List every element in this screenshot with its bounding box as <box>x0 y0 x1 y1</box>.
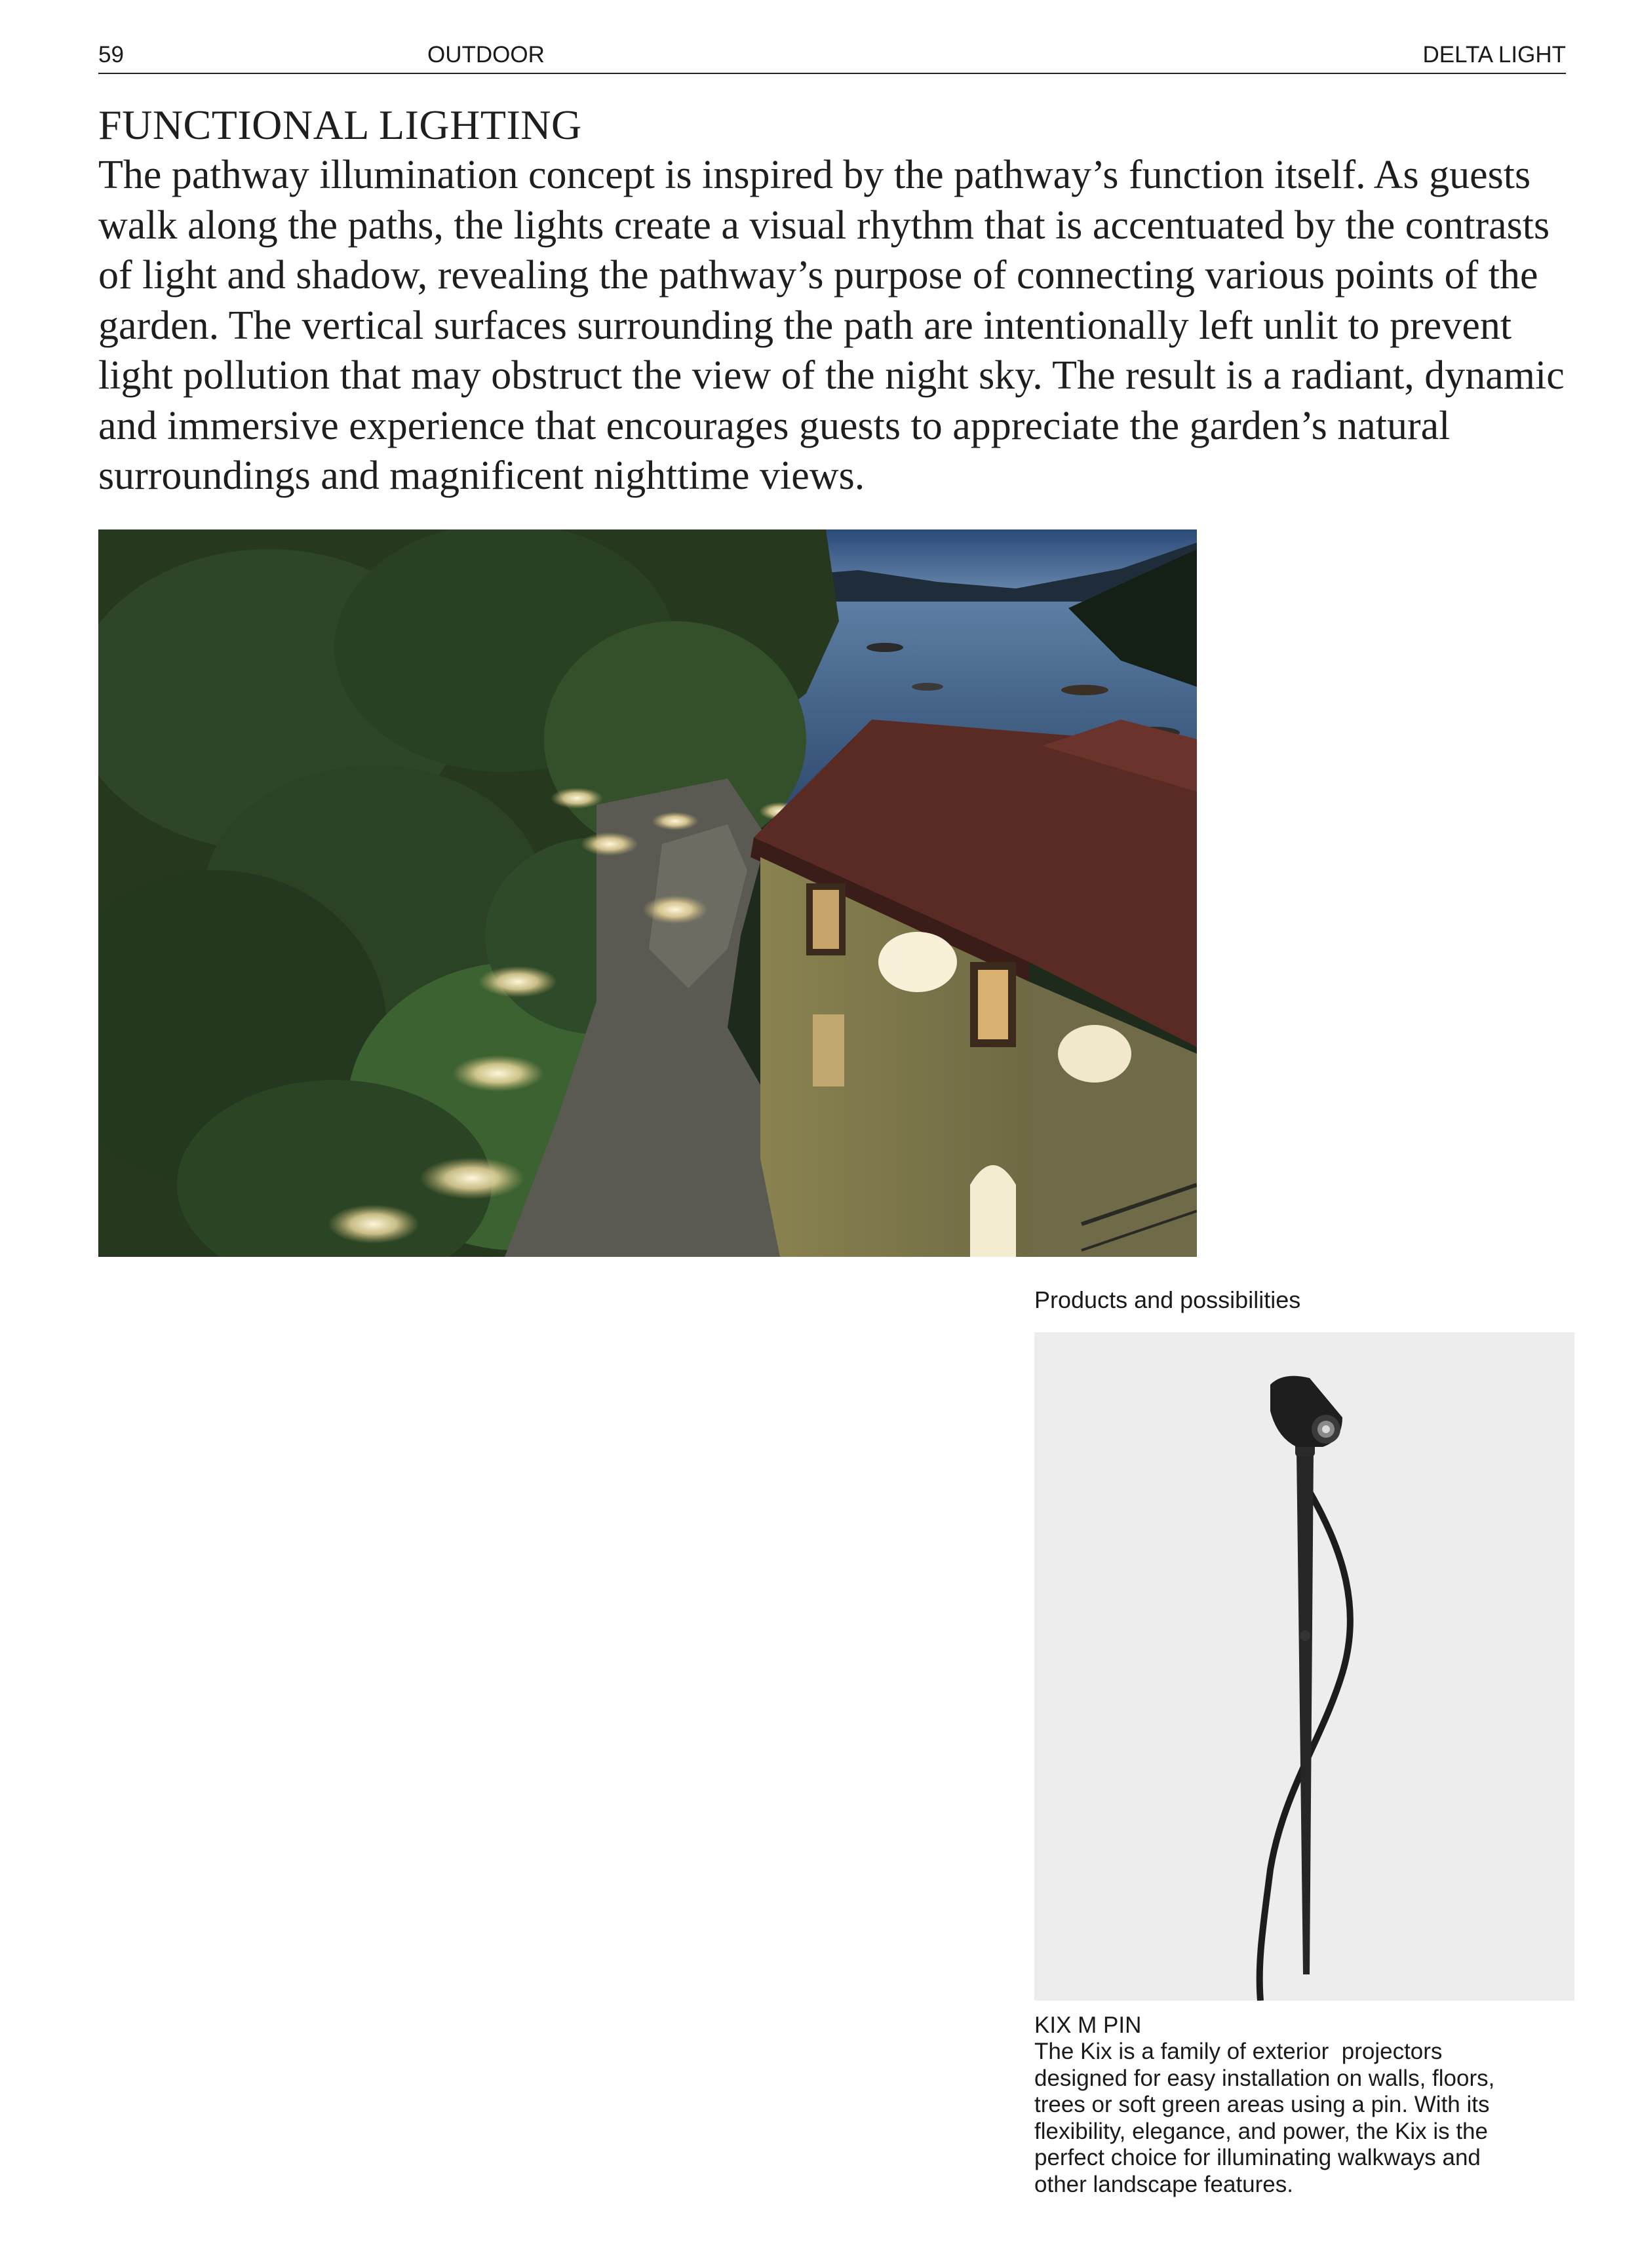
description-line: other landscape features. <box>1034 2171 1293 2197</box>
body-line: The pathway illumination concept is inspired by the pathway’s function itself. As guests <box>98 153 1531 197</box>
product-name: KIX M PIN <box>1034 2012 1142 2038</box>
body-line: surroundings and magnificent nighttime views. <box>98 453 865 498</box>
body-line: of light and shadow, revealing the pathway’s purpose of connecting various points of the <box>98 253 1538 298</box>
body-line: walk along the paths, the lights create a visual rhythm that is accentuated by the contrasts <box>98 202 1550 248</box>
article-title: FUNCTIONAL LIGHTING <box>98 102 582 148</box>
body-line: and immersive experience that encourages guests to appreciate the garden’s natural <box>98 403 1451 448</box>
body-line: light pollution that may obstruct the view of the night sky. The result is a radiant, dynamic <box>98 353 1565 398</box>
description-line: designed for easy installation on walls, floors, <box>1034 2065 1495 2091</box>
spike-spotlight-illustration <box>1034 1332 1574 2001</box>
body-line: garden. The vertical surfaces surrounding the path are intentionally left unlit to prevent <box>98 303 1512 348</box>
description-line: flexibility, elegance, and power, the Kix is the <box>1034 2118 1488 2144</box>
section-label: OUTDOOR <box>427 42 545 67</box>
header-divider <box>98 73 1566 74</box>
garden-night-photo <box>98 529 1197 1257</box>
products-heading: Products and possibilities <box>1034 1286 1301 1313</box>
garden-photo-illustration <box>98 529 1197 1257</box>
kix-m-pin-product-image <box>1034 1332 1574 2001</box>
description-line: perfect choice for illuminating walkways and <box>1034 2145 1481 2170</box>
product-description <box>1034 2039 1494 2198</box>
brand-label: DELTA LIGHT <box>1422 42 1566 67</box>
description-line: trees or soft green areas using a pin. With its <box>1034 2092 1490 2117</box>
page-number: 59 <box>98 42 124 67</box>
article-body <box>98 150 1583 501</box>
description-line: The Kix is a family of exterior projectors <box>1034 2039 1443 2064</box>
